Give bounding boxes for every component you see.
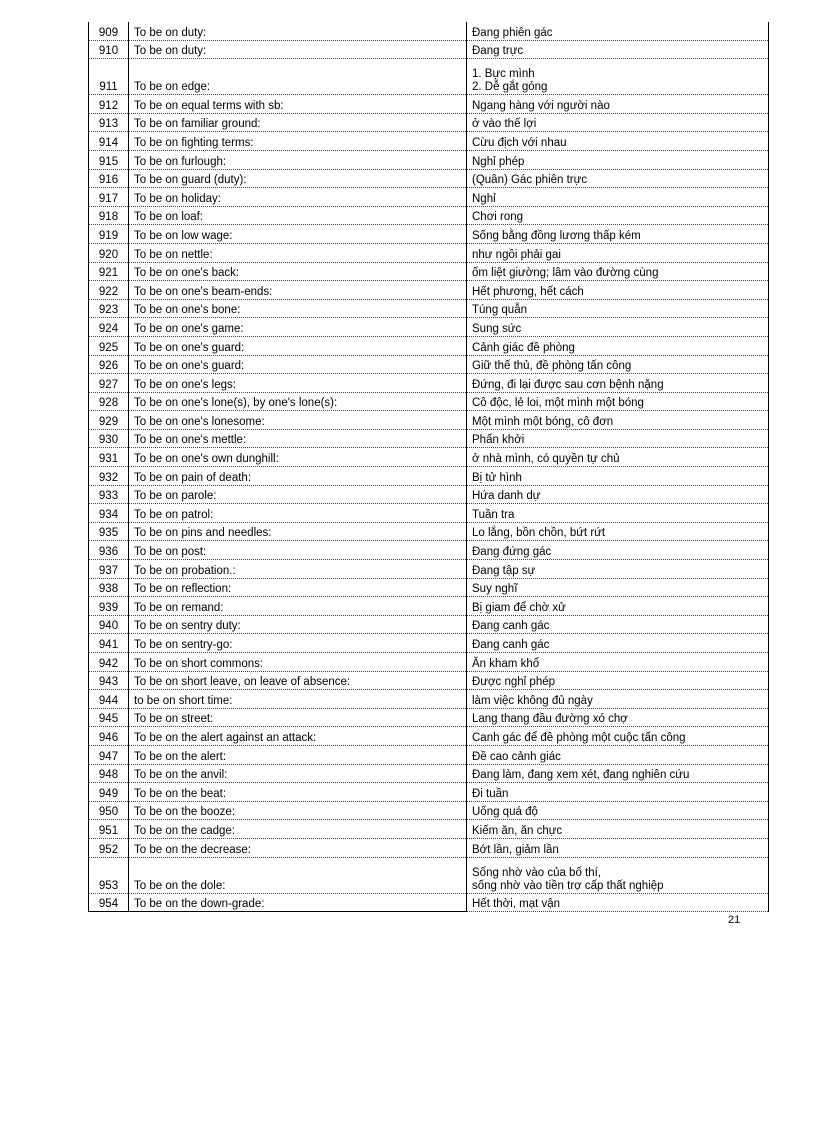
vietnamese-meaning <box>467 429 769 448</box>
entry-number: 932 <box>89 467 129 486</box>
meaning-line: Đang canh gác <box>472 639 550 651</box>
table-row <box>89 262 769 281</box>
meaning-line: Kiếm ăn, ăn chực <box>472 824 563 837</box>
vietnamese-meaning <box>467 504 769 523</box>
table-row <box>89 634 769 653</box>
entry-number: 924 <box>89 318 129 337</box>
vietnamese-meaning <box>467 40 769 59</box>
table-row <box>89 857 769 893</box>
meaning-line: Uống quá độ <box>472 806 538 819</box>
vietnamese-meaning <box>467 281 769 300</box>
table-row <box>89 467 769 486</box>
english-phrase: To be on duty: <box>129 22 467 40</box>
entry-number: 948 <box>89 764 129 783</box>
meaning-line: (Quân) Gác phiên trực <box>472 174 588 187</box>
table-row <box>89 169 769 188</box>
english-phrase: to be on short time: <box>129 690 467 709</box>
meaning-line: 2. Dễ gắt gỏng <box>472 81 548 94</box>
meaning-line: làm việc không đủ ngày <box>472 694 593 707</box>
entry-number: 942 <box>89 653 129 672</box>
table-row <box>89 243 769 262</box>
vietnamese-meaning <box>467 243 769 262</box>
meaning-line: Chơi rong <box>472 211 524 224</box>
meaning-line: Cô độc, lẻ loi, một mình một bóng <box>472 397 644 410</box>
vietnamese-meaning <box>467 578 769 597</box>
english-phrase: To be on furlough: <box>129 150 467 169</box>
entry-number: 941 <box>89 634 129 653</box>
meaning-line: ở vào thế lợi <box>472 118 537 131</box>
page-number: 21 <box>728 914 741 926</box>
vietnamese-meaning <box>467 485 769 504</box>
table-row <box>89 281 769 300</box>
meaning-line: như ngồi phải gai <box>472 248 561 261</box>
meaning-line: Ăn kham khổ <box>472 657 540 670</box>
entry-number: 940 <box>89 615 129 634</box>
english-phrase: To be on edge: <box>129 59 467 95</box>
meaning-line: Đi tuần <box>472 787 509 800</box>
table-row <box>89 671 769 690</box>
meaning-line: ốm liệt giường; lâm vào đường cùng <box>472 267 659 280</box>
english-phrase: To be on the decrease: <box>129 838 467 857</box>
table-row <box>89 355 769 374</box>
meaning-line: Đang trực <box>472 45 524 58</box>
meaning-line: 1. Bực mình <box>472 68 535 81</box>
entry-number: 920 <box>89 243 129 262</box>
table-row <box>89 150 769 169</box>
entry-number: 954 <box>89 893 129 912</box>
vocabulary-table-body <box>89 22 769 912</box>
meaning-line: Đang phiên gác <box>472 26 553 39</box>
vietnamese-meaning <box>467 801 769 820</box>
vietnamese-meaning <box>467 893 769 912</box>
table-row <box>89 764 769 783</box>
english-phrase: To be on fighting terms: <box>129 132 467 151</box>
english-phrase: To be on one's bone: <box>129 299 467 318</box>
vietnamese-meaning <box>467 634 769 653</box>
meaning-line: Sung sức <box>472 322 522 335</box>
vietnamese-meaning <box>467 522 769 541</box>
english-phrase: To be on the dole: <box>129 857 467 893</box>
entry-number: 913 <box>89 113 129 132</box>
meaning-line: Ngang hàng với người nào <box>472 99 610 112</box>
english-phrase: To be on one's back: <box>129 262 467 281</box>
english-phrase: To be on one's lone(s), by one's lone(s): <box>129 392 467 411</box>
english-phrase: To be on loaf: <box>129 206 467 225</box>
entry-number: 916 <box>89 169 129 188</box>
table-row <box>89 597 769 616</box>
meaning-line: Đang tập sự <box>472 564 536 577</box>
vietnamese-meaning <box>467 783 769 802</box>
table-row <box>89 727 769 746</box>
entry-number: 918 <box>89 206 129 225</box>
entry-number: 945 <box>89 708 129 727</box>
vietnamese-meaning <box>467 392 769 411</box>
entry-number: 931 <box>89 448 129 467</box>
vietnamese-meaning <box>467 597 769 616</box>
dictionary-page <box>88 22 768 912</box>
table-row <box>89 95 769 114</box>
table-row <box>89 59 769 95</box>
table-row <box>89 820 769 839</box>
vietnamese-meaning <box>467 22 769 40</box>
vietnamese-meaning <box>467 169 769 188</box>
table-row <box>89 578 769 597</box>
english-phrase: To be on guard (duty): <box>129 169 467 188</box>
entry-number: 928 <box>89 392 129 411</box>
english-phrase: To be on duty: <box>129 40 467 59</box>
english-phrase: To be on patrol: <box>129 504 467 523</box>
meaning-line: Bị giam để chờ xử <box>472 601 566 614</box>
entry-number: 951 <box>89 820 129 839</box>
entry-number: 934 <box>89 504 129 523</box>
vietnamese-meaning <box>467 671 769 690</box>
table-row <box>89 336 769 355</box>
entry-number: 926 <box>89 355 129 374</box>
english-phrase: To be on sentry-go: <box>129 634 467 653</box>
table-row <box>89 188 769 207</box>
entry-number: 950 <box>89 801 129 820</box>
meaning-line: Lang thang đầu đường xó chợ <box>472 713 628 726</box>
meaning-line: Đang đứng gác <box>472 546 552 559</box>
table-row <box>89 653 769 672</box>
table-row <box>89 132 769 151</box>
vietnamese-meaning <box>467 206 769 225</box>
english-phrase: To be on one's beam-ends: <box>129 281 467 300</box>
meaning-line: ở nhà mình, có quyền tự chủ <box>472 453 620 466</box>
vietnamese-meaning <box>467 467 769 486</box>
meaning-line: Được nghỉ phép <box>472 676 556 689</box>
entry-number: 952 <box>89 838 129 857</box>
english-phrase: To be on pain of death: <box>129 467 467 486</box>
vietnamese-meaning <box>467 318 769 337</box>
entry-number: 938 <box>89 578 129 597</box>
vietnamese-meaning <box>467 448 769 467</box>
table-row <box>89 318 769 337</box>
table-row <box>89 429 769 448</box>
meaning-line: Hết thời, mạt vận <box>472 898 561 911</box>
entry-number: 919 <box>89 225 129 244</box>
vietnamese-meaning <box>467 541 769 560</box>
vietnamese-meaning <box>467 188 769 207</box>
english-phrase: To be on one's mettle: <box>129 429 467 448</box>
table-row <box>89 690 769 709</box>
table-row <box>89 206 769 225</box>
vietnamese-meaning <box>467 615 769 634</box>
meaning-line: Hết phương, hết cách <box>472 285 584 298</box>
english-phrase: To be on holiday: <box>129 188 467 207</box>
entry-number: 929 <box>89 411 129 430</box>
english-phrase: To be on one's guard: <box>129 355 467 374</box>
table-row <box>89 504 769 523</box>
table-row <box>89 615 769 634</box>
entry-number: 935 <box>89 522 129 541</box>
entry-number: 933 <box>89 485 129 504</box>
english-phrase: To be on one's game: <box>129 318 467 337</box>
english-phrase: To be on remand: <box>129 597 467 616</box>
english-phrase: To be on one's legs: <box>129 374 467 393</box>
table-row <box>89 374 769 393</box>
meaning-line: Bị tử hình <box>472 471 522 484</box>
english-phrase: To be on the anvil: <box>129 764 467 783</box>
meaning-line: Đứng, đi lại được sau cơn bệnh nặng <box>472 378 664 391</box>
table-row <box>89 522 769 541</box>
entry-number: 923 <box>89 299 129 318</box>
english-phrase: To be on probation.: <box>129 560 467 579</box>
vietnamese-meaning <box>467 150 769 169</box>
entry-number: 930 <box>89 429 129 448</box>
meaning-line: Phấn khởi <box>472 434 525 447</box>
table-row <box>89 893 769 912</box>
entry-number: 936 <box>89 541 129 560</box>
vietnamese-meaning <box>467 225 769 244</box>
english-phrase: To be on the cadge: <box>129 820 467 839</box>
meaning-line: Đề cao cảnh giác <box>472 750 561 763</box>
entry-number: 921 <box>89 262 129 281</box>
meaning-line: Túng quẫn <box>472 304 527 317</box>
meaning-line: Giữ thế thủ, đề phòng tấn công <box>472 360 632 373</box>
vietnamese-meaning <box>467 59 769 95</box>
english-phrase: To be on the beat: <box>129 783 467 802</box>
meaning-line: Một mình một bóng, cô đơn <box>472 415 614 428</box>
entry-number: 909 <box>89 22 129 40</box>
vietnamese-meaning <box>467 820 769 839</box>
meaning-line: Bớt lần, giảm lần <box>472 843 559 856</box>
entry-number: 911 <box>89 59 129 95</box>
meaning-line: Sống nhờ vào của bố thí, <box>472 866 602 879</box>
vietnamese-meaning <box>467 132 769 151</box>
vietnamese-meaning <box>467 653 769 672</box>
vietnamese-meaning <box>467 262 769 281</box>
english-phrase: To be on parole: <box>129 485 467 504</box>
english-phrase: To be on post: <box>129 541 467 560</box>
entry-number: 917 <box>89 188 129 207</box>
meaning-line: Sống bằng đồng lương thấp kém <box>472 229 641 242</box>
table-row <box>89 560 769 579</box>
meaning-line: Cừu địch với nhau <box>472 136 567 149</box>
vietnamese-meaning <box>467 411 769 430</box>
meaning-line: Tuần tra <box>472 508 515 521</box>
vietnamese-meaning <box>467 336 769 355</box>
entry-number: 914 <box>89 132 129 151</box>
english-phrase: To be on equal terms with sb: <box>129 95 467 114</box>
vocabulary-table <box>88 22 769 912</box>
entry-number: 947 <box>89 745 129 764</box>
english-phrase: To be on short commons: <box>129 653 467 672</box>
entry-number: 953 <box>89 857 129 893</box>
meaning-line: Lo lắng, bồn chồn, bứt rứt <box>472 527 606 540</box>
english-phrase: To be on low wage: <box>129 225 467 244</box>
table-row <box>89 299 769 318</box>
meaning-line: Đang làm, đang xem xét, đang nghiên cứu <box>472 769 690 782</box>
vietnamese-meaning <box>467 113 769 132</box>
meaning-line: Nghỉ phép <box>472 155 525 168</box>
table-row <box>89 411 769 430</box>
table-row <box>89 783 769 802</box>
entry-number: 927 <box>89 374 129 393</box>
meaning-line: Hứa danh dự <box>472 490 541 503</box>
table-row <box>89 801 769 820</box>
vietnamese-meaning <box>467 838 769 857</box>
table-row <box>89 708 769 727</box>
entry-number: 943 <box>89 671 129 690</box>
english-phrase: To be on the alert against an attack: <box>129 727 467 746</box>
vietnamese-meaning <box>467 560 769 579</box>
table-row <box>89 22 769 40</box>
entry-number: 915 <box>89 150 129 169</box>
entry-number: 925 <box>89 336 129 355</box>
table-row <box>89 448 769 467</box>
vietnamese-meaning <box>467 745 769 764</box>
vietnamese-meaning <box>467 95 769 114</box>
table-row <box>89 392 769 411</box>
entry-number: 910 <box>89 40 129 59</box>
table-row <box>89 113 769 132</box>
english-phrase: To be on reflection: <box>129 578 467 597</box>
english-phrase: To be on nettle: <box>129 243 467 262</box>
meaning-line: sống nhờ vào tiền trợ cấp thất nghiệp <box>472 879 664 892</box>
meaning-line: Suy nghĩ <box>472 583 518 596</box>
vietnamese-meaning <box>467 374 769 393</box>
vietnamese-meaning <box>467 690 769 709</box>
table-row <box>89 485 769 504</box>
english-phrase: To be on sentry duty: <box>129 615 467 634</box>
english-phrase: To be on pins and needles: <box>129 522 467 541</box>
vietnamese-meaning <box>467 355 769 374</box>
table-row <box>89 745 769 764</box>
vietnamese-meaning <box>467 857 769 893</box>
entry-number: 937 <box>89 560 129 579</box>
meaning-line: Nghỉ <box>472 192 496 205</box>
english-phrase: To be on the booze: <box>129 801 467 820</box>
entry-number: 912 <box>89 95 129 114</box>
table-row <box>89 541 769 560</box>
table-row <box>89 40 769 59</box>
english-phrase: To be on short leave, on leave of absence: <box>129 671 467 690</box>
table-row <box>89 838 769 857</box>
english-phrase: To be on the alert: <box>129 745 467 764</box>
english-phrase: To be on one's lonesome: <box>129 411 467 430</box>
table-row <box>89 225 769 244</box>
english-phrase: To be on familiar ground: <box>129 113 467 132</box>
meaning-line: Đang canh gác <box>472 620 550 633</box>
meaning-line: Canh gác để đề phòng một cuộc tấn công <box>472 731 686 744</box>
meaning-line: Cảnh giác đề phòng <box>472 341 575 354</box>
entry-number: 939 <box>89 597 129 616</box>
vietnamese-meaning <box>467 299 769 318</box>
english-phrase: To be on the down-grade: <box>129 893 467 912</box>
vietnamese-meaning <box>467 727 769 746</box>
english-phrase: To be on one's own dunghill: <box>129 448 467 467</box>
vietnamese-meaning <box>467 708 769 727</box>
entry-number: 944 <box>89 690 129 709</box>
entry-number: 949 <box>89 783 129 802</box>
entry-number: 922 <box>89 281 129 300</box>
entry-number: 946 <box>89 727 129 746</box>
english-phrase: To be on street: <box>129 708 467 727</box>
vietnamese-meaning <box>467 764 769 783</box>
english-phrase: To be on one's guard: <box>129 336 467 355</box>
